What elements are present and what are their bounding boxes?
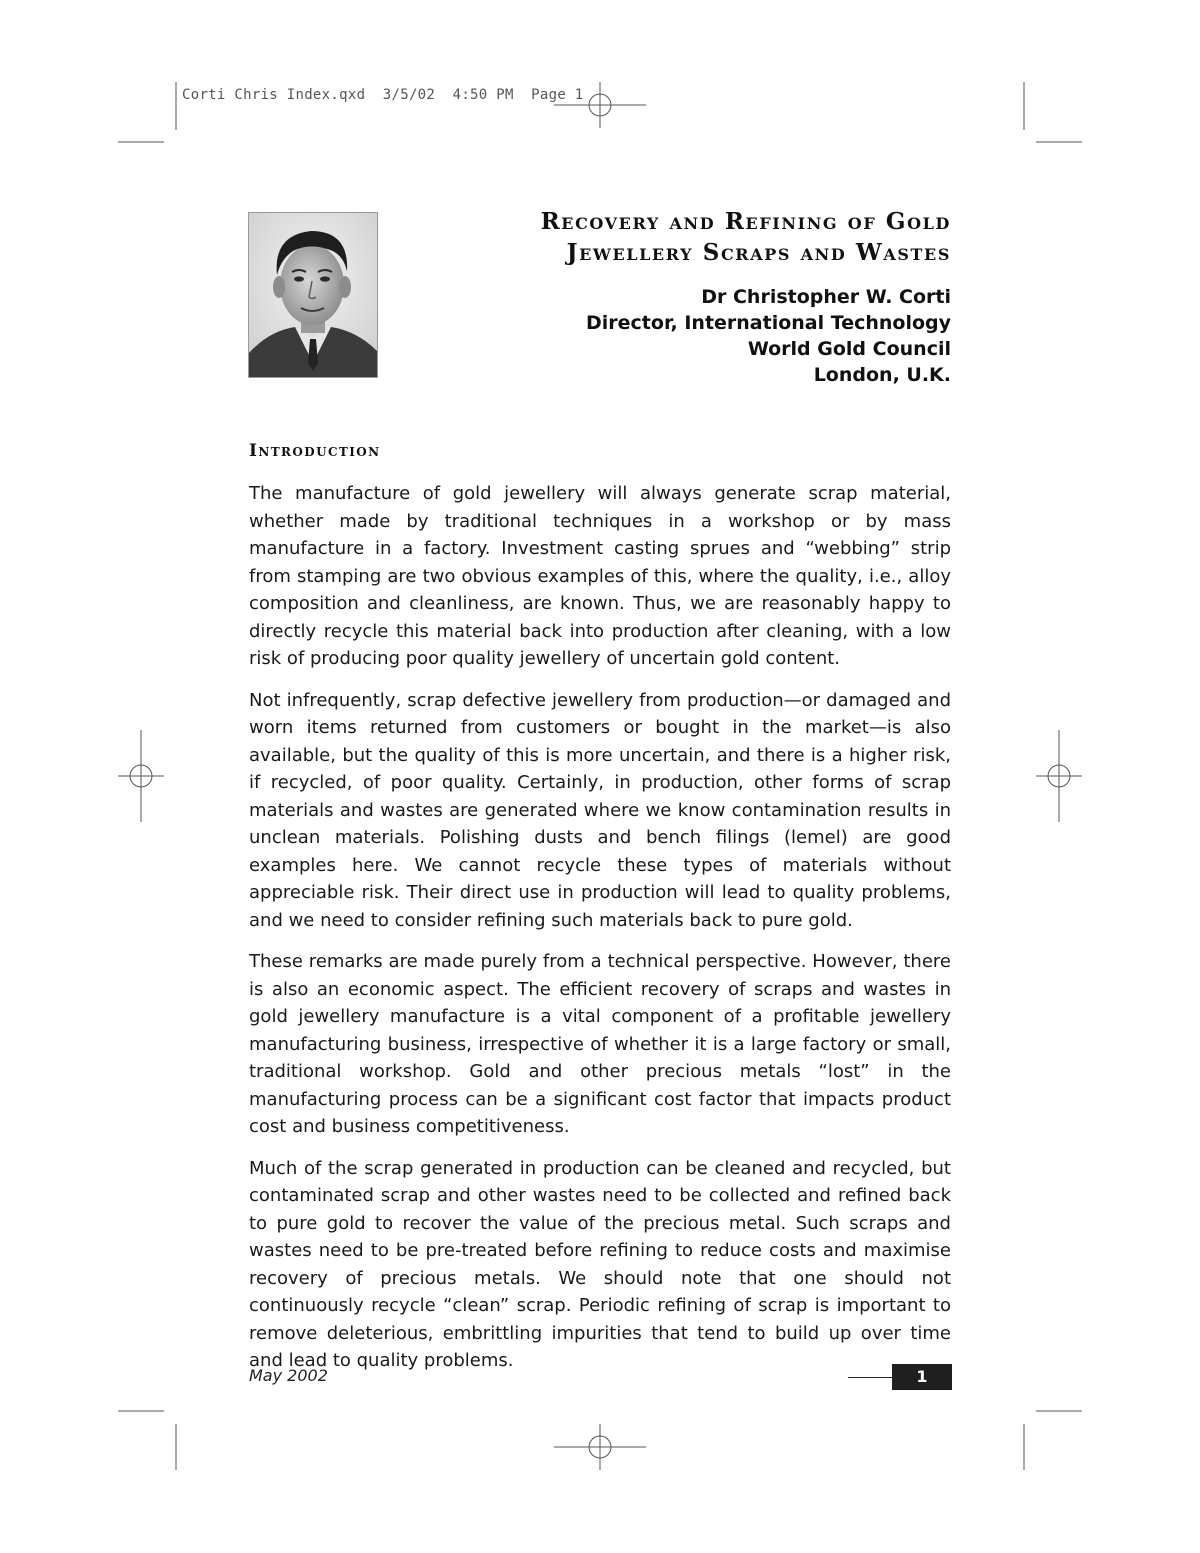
author-organization: World Gold Council [747, 338, 951, 360]
paragraph: These remarks are made purely from a technical perspective. However, there is also an economic aspect. The efficient recovery of scraps and wastes in gold jewellery manufacture is a vital component of a profitable jewellery manufacturing business, irrespective of whether it is a large factory or small, traditional workshop. Gold and other precious metals “lost” in the manufacturing process can be a significant cost factor that impacts product cost and business competitiveness. [249, 951, 951, 1137]
slug-line: Corti Chris Index.qxd 3/5/02 4:50 PM Page 1 [182, 87, 584, 103]
author-block [560, 284, 951, 388]
author-name: Dr Christopher W. Corti [701, 286, 951, 308]
title-line: Recovery and Refining of Gold [540, 208, 951, 235]
page-number: 1 [892, 1364, 952, 1390]
author-photo [248, 212, 378, 378]
registration-mark-left [118, 730, 164, 822]
footer-rule [848, 1377, 892, 1378]
paragraph: Much of the scrap generated in production can be cleaned and recycled, but contaminated scrap and other wastes need to be collected and refined back to pure gold to recover the value of the precious metal. Such scraps and wastes need to be pre-treated before refining to reduce costs and maximise recovery of precious metals. We should note that one should not continuously recycle “clean” scrap. Periodic refining of scrap is important to remove deleterious, embrittling impurities that tend to build up over time and lead to quality problems. [249, 1157, 951, 1371]
footer-date: May 2002 [249, 1366, 328, 1385]
article-title [440, 206, 951, 268]
author-position: Director, International Technology [586, 312, 951, 334]
registration-mark-bottom [554, 1424, 646, 1470]
section-heading: Introduction [249, 441, 381, 461]
paragraph: The manufacture of gold jewellery will always generate scrap material, whether made by traditional techniques in a workshop or by mass manufacture in a factory. Investment casting sprues and “webbing” strip from stamping are two obvious examples of this, where the quality, i.e., alloy composition and cleanliness, are known. Thus, we are reasonably happy to directly recycle this material back into production after cleaning, with a low risk of producing poor quality jewellery of uncertain gold content. [249, 483, 951, 669]
registration-mark-top [554, 82, 646, 128]
title-line: Jewellery Scraps and Wastes [566, 239, 951, 266]
registration-mark-right [1036, 730, 1082, 822]
paragraph: Not infrequently, scrap defective jewellery from production—or damaged and worn items returned from customers or bought in the market—is also available, but the quality of this is more uncertain, and there is a higher risk, if recycled, of poor quality. Certainly, in production, other forms of scrap materials and wastes are generated where we know contamination results in unclean materials. Polishing dusts and bench filings (lemel) are good examples here. We cannot recycle these types of materials without appreciable risk. Their direct use in production will lead to quality problems, and we need to consider refining such materials back to pure gold. [249, 689, 951, 931]
body-text [249, 480, 951, 1389]
author-location: London, U.K. [813, 364, 951, 386]
